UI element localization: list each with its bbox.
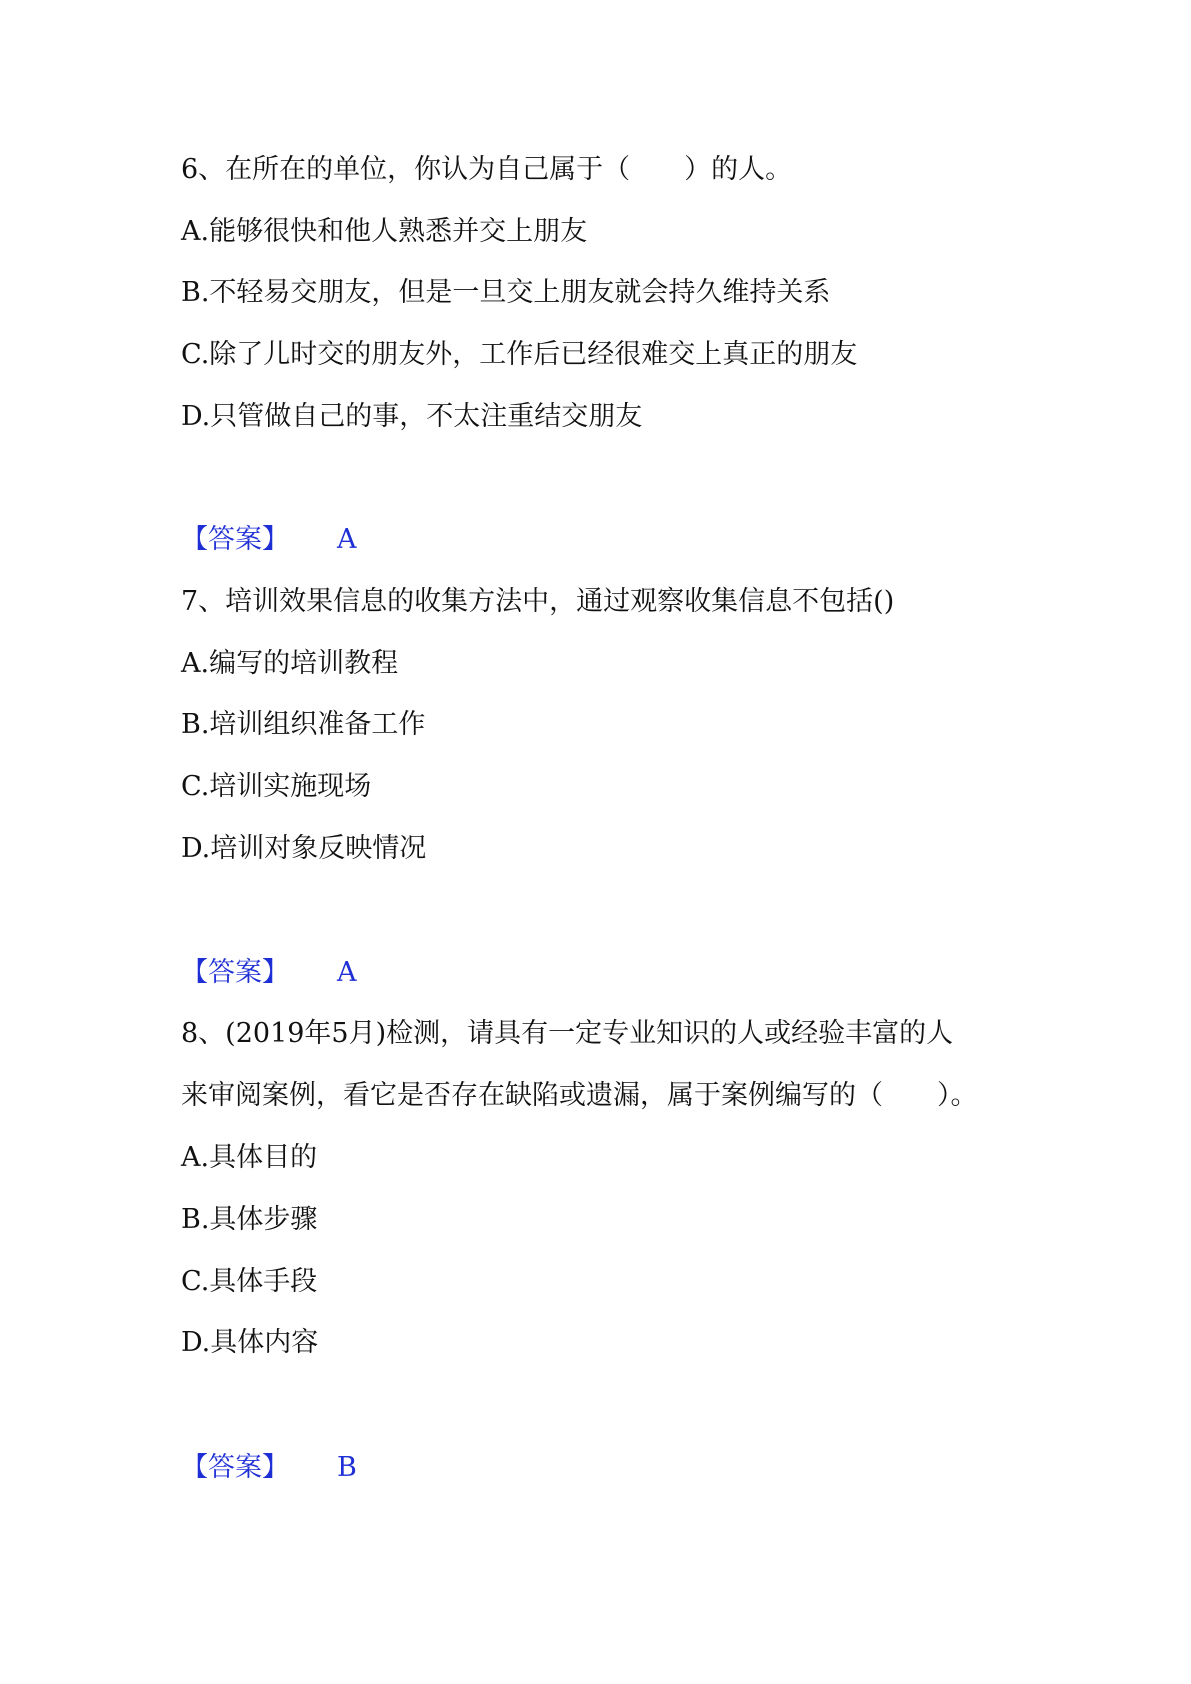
question-stem: 7、培训效果信息的收集方法中，通过观察收集信息不包括(): [181, 586, 895, 617]
option-d: D.具体内容: [181, 1327, 319, 1358]
option-c: C.除了儿时交的朋友外，工作后已经很难交上真正的朋友: [181, 339, 858, 370]
option-a: A.能够很快和他人熟悉并交上朋友: [181, 216, 588, 247]
answer-value: B: [337, 1452, 357, 1483]
answer-label: 【答案】: [181, 524, 289, 555]
option-b: B.具体步骤: [181, 1204, 318, 1235]
option-a: A.具体目的: [181, 1142, 318, 1173]
option-d: D.培训对象反映情况: [181, 833, 427, 864]
option-d: D.只管做自己的事，不太注重结交朋友: [181, 401, 643, 432]
option-c: C.具体手段: [181, 1266, 318, 1297]
answer-label: 【答案】: [181, 957, 289, 988]
answer-value: A: [337, 957, 357, 988]
question-stem-line-1: 8、(2019年5月)检测，请具有一定专业知识的人或经验丰富的人: [181, 1018, 954, 1049]
option-b: B.不轻易交朋友，但是一旦交上朋友就会持久维持关系: [181, 277, 831, 308]
option-b: B.培训组织准备工作: [181, 709, 426, 740]
answer-label: 【答案】: [181, 1452, 289, 1483]
option-c: C.培训实施现场: [181, 771, 372, 802]
answer-row: [181, 1450, 357, 1486]
answer-row: [181, 955, 357, 991]
question-stem-line-2: 来审阅案例，看它是否存在缺陷或遗漏，属于案例编写的（ ）。: [181, 1080, 978, 1111]
answer-row: [181, 522, 357, 558]
option-a: A.编写的培训教程: [181, 648, 399, 679]
answer-value: A: [337, 524, 357, 555]
question-stem: 6、在所在的单位，你认为自己属于（ ）的人。: [181, 154, 793, 185]
